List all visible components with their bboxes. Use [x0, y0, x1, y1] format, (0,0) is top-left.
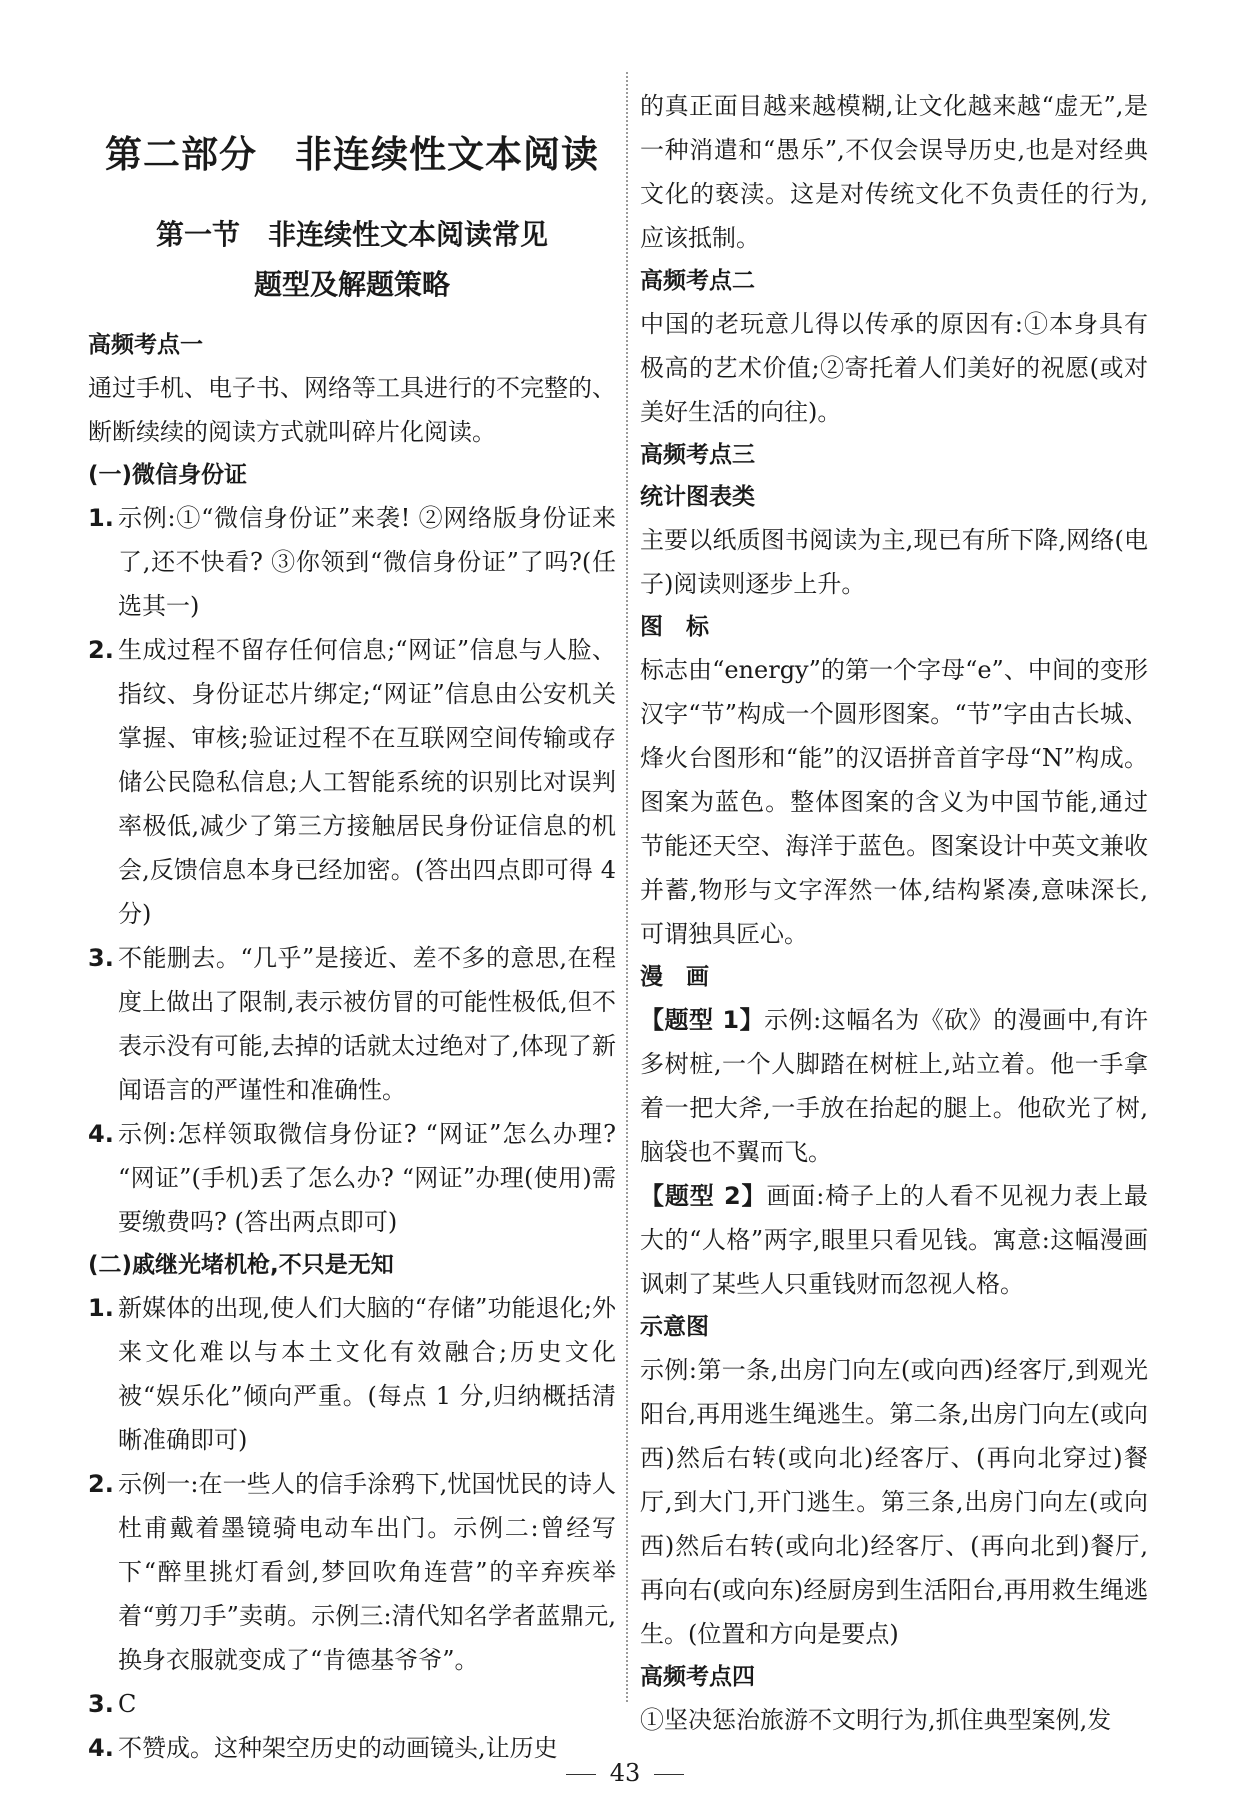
item-number: 1. — [88, 504, 114, 532]
s2-heading: (二)戚继光堵机枪,不只是无知 — [88, 1252, 394, 1278]
comic-q2-text: 画面:椅子上的人看不见视力表上最大的“人格”两字,眼里只看见钱。寓意:这幅漫画讽刺了某些人只重钱财而忽视人格。 — [640, 1182, 1148, 1298]
comic-heading: 漫 画 — [640, 964, 709, 990]
right-column — [640, 84, 1148, 1742]
k4-text: ①坚决惩治旅游不文明行为,抓住典型案例,发 — [640, 1706, 1112, 1734]
part-title: 第二部分 非连续性文本阅读 — [105, 133, 599, 176]
section-title-line2: 题型及解题策略 — [253, 268, 450, 301]
item-text: C — [118, 1690, 137, 1718]
item-text: 生成过程不留存任何信息;“网证”信息与人脸、指纹、身份证芯片绑定;“网证”信息由公安机关掌握、审核;验证过程不在互联网空间传输或存储公民隐私信息;人工智能系统的识别比对误判率极低,减少了第三方接触居民身份证信息的机会,反馈信息本身已经加密。(答出四点即可得 4 分) — [118, 636, 616, 928]
k1-text: 通过手机、电子书、网络等工具进行的不完整的、断断续续的阅读方式就叫碎片化阅读。 — [88, 374, 616, 446]
k2-text: 中国的老玩意儿得以传承的原因有:①本身具有极高的艺术价值;②寄托着人们美好的祝愿(或对美好生活的向往)。 — [640, 310, 1148, 426]
item-number: 2. — [88, 636, 114, 664]
footer-dash-left — [566, 1774, 596, 1775]
item-number: 4. — [88, 1734, 114, 1762]
item-text: 示例:怎样领取微信身份证? “网证”怎么办理? “网证”(手机)丢了怎么办? “网证”办理(使用)需要缴费吗? (答出两点即可) — [118, 1120, 616, 1236]
s1-item — [88, 936, 616, 1112]
k3-heading: 高频考点三 — [640, 442, 755, 468]
page-number: 43 — [609, 1759, 641, 1787]
item-number: 2. — [88, 1470, 114, 1498]
continued-text: 的真正面目越来越模糊,让文化越来越“虚无”,是一种消遣和“愚乐”,不仅会误导历史,也是对经典文化的亵渎。这是对传统文化不负责任的行为,应该抵制。 — [640, 92, 1148, 252]
item-number: 4. — [88, 1120, 114, 1148]
item-text: 示例:①“微信身份证”来袭! ②网络版身份证来了,还不快看? ③你领到“微信身份证”了吗?(任选其一) — [118, 504, 616, 620]
s1-heading: (一)微信身份证 — [88, 462, 248, 488]
s1-item — [88, 496, 616, 628]
comic-q2-tag: 【题型 2】 — [640, 1182, 767, 1210]
comic-q2 — [640, 1174, 1148, 1306]
comic-q1-tag: 【题型 1】 — [640, 1006, 765, 1034]
item-text: 新媒体的出现,使人们大脑的“存储”功能退化;外来文化难以与本土文化有效融合;历史文化被“娱乐化”倾向严重。(每点 1 分,归纳概括清晰准确即可) — [118, 1294, 616, 1454]
column-divider — [626, 72, 628, 1702]
k1-heading: 高频考点一 — [88, 332, 203, 358]
footer-dash-right — [654, 1774, 684, 1775]
page-footer — [0, 1758, 1250, 1788]
comic-q1 — [640, 998, 1148, 1174]
comic-q1-text: 示例:这幅名为《砍》的漫画中,有许多树桩,一个人脚踏在树桩上,站立着。他一手拿着一把大斧,一手放在抬起的腿上。他砍光了树,脑袋也不翼而飞。 — [640, 1006, 1148, 1166]
icon-text: 标志由“energy”的第一个字母“e”、中间的变形汉字“节”构成一个圆形图案。“节”字由古长城、烽火台图形和“能”的汉语拼音首字母“N”构成。图案为蓝色。整体图案的含义为中国节能,通过节能还天空、海洋于蓝色。图案设计中英文兼收并蓄,物形与文字浑然一体,结构紧凑,意味深长,可谓独具匠心。 — [640, 656, 1148, 948]
s1-item — [88, 1112, 616, 1244]
left-column — [88, 88, 616, 1770]
stat-text: 主要以纸质图书阅读为主,现已有所下降,网络(电子)阅读则逐步上升。 — [640, 526, 1148, 598]
item-text: 不赞成。这种架空历史的动画镜头,让历史 — [118, 1734, 558, 1762]
item-text: 示例一:在一些人的信手涂鸦下,忧国忧民的诗人杜甫戴着墨镜骑电动车出门。示例二:曾经写下“醉里挑灯看剑,梦回吹角连营”的辛弃疾举着“剪刀手”卖萌。示例三:清代知名学者蓝鼎元,换身衣服就变成了“肯德基爷爷”。 — [118, 1470, 616, 1674]
stat-heading: 统计图表类 — [640, 484, 755, 510]
diagram-text: 示例:第一条,出房门向左(或向西)经客厅,到观光阳台,再用逃生绳逃生。第二条,出房门向左(或向西)然后右转(或向北)经客厅、(再向北穿过)餐厅,到大门,开门逃生。第三条,出房门向左(或向西)然后右转(或向北)经客厅、(再向北到)餐厅,再向右(或向东)经厨房到生活阳台,再用救生绳逃生。(位置和方向是要点) — [640, 1356, 1148, 1648]
s2-item — [88, 1286, 616, 1462]
s1-item — [88, 628, 616, 936]
item-number: 1. — [88, 1294, 114, 1322]
k4-heading: 高频考点四 — [640, 1664, 755, 1690]
item-text: 不能删去。“几乎”是接近、差不多的意思,在程度上做出了限制,表示被仿冒的可能性极低,但不表示没有可能,去掉的话就太过绝对了,体现了新闻语言的严谨性和准确性。 — [118, 944, 616, 1104]
item-number: 3. — [88, 944, 114, 972]
diagram-heading: 示意图 — [640, 1314, 709, 1340]
section-title-line1: 第一节 非连续性文本阅读常见 — [155, 218, 548, 251]
k2-heading: 高频考点二 — [640, 268, 755, 294]
s2-item — [88, 1462, 616, 1682]
s2-item — [88, 1682, 616, 1726]
item-number: 3. — [88, 1690, 114, 1718]
icon-heading: 图 标 — [640, 614, 709, 640]
